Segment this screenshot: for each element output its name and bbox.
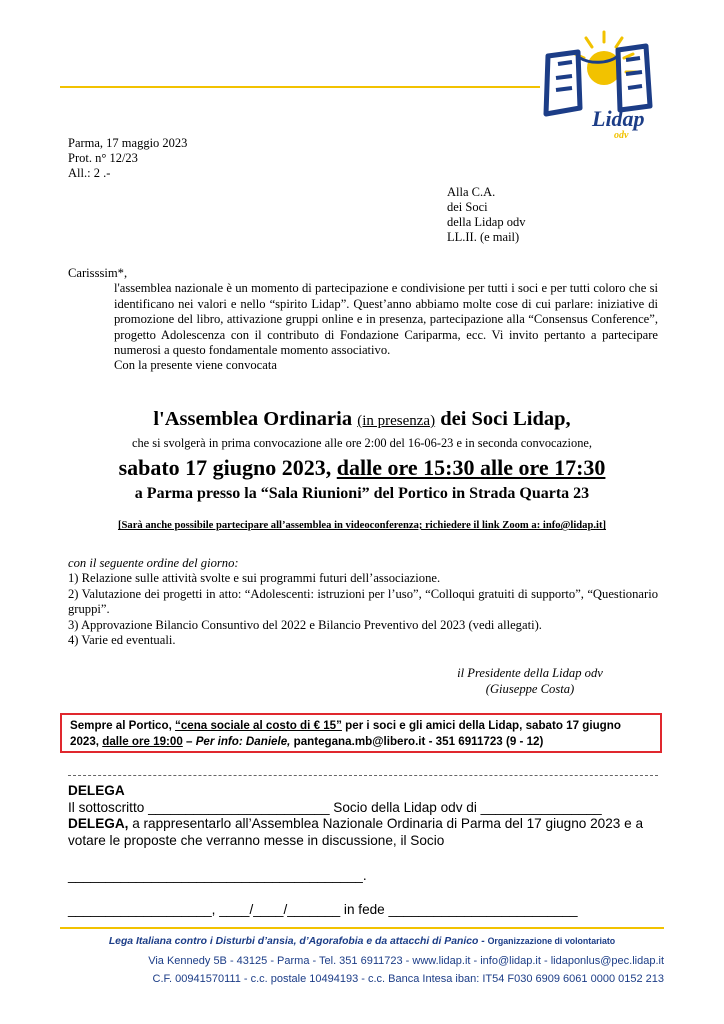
first-call-text: che si svolgerà in prima convocazione alle ore 2:00 del 16-06-23 e in seconda convocazione, (131, 436, 592, 450)
dinner-text: Sempre al Portico, (70, 719, 176, 732)
date-time: dalle ore 15:30 alle ore 17:30 (336, 455, 606, 480)
greeting: Carisssim*, (68, 266, 128, 280)
org-name: Lega Italiana contro i Disturbi d’ansia, d’Agorafobia e da attacchi di Panico - (108, 936, 488, 947)
dinner-text: per i soci e gli amici della Lidap, sabato 17 giugno 2023, (70, 719, 621, 748)
logo-subtext: odv (614, 130, 629, 140)
sun-book-logo-icon (538, 28, 656, 140)
addressee-line: Alla C.A. (447, 185, 496, 199)
letter-header (68, 136, 187, 181)
signature-name: (Giuseppe Costa) (485, 681, 575, 696)
proxy-form (68, 783, 668, 849)
footer-address: Via Kennedy 5B - 43125 - Parma - Tel. 351 6911723 - www.lidap.it - info@lidap.it - lidaponlus@pec.lidap.it (148, 955, 664, 967)
agenda (68, 556, 658, 648)
agenda-item: 3) Approvazione Bilancio Consuntivo del 2022 e Bilancio Preventivo del 2023 (vedi allegati). (68, 617, 542, 632)
dinner-price: “cena sociale al costo di € 15” (175, 719, 342, 732)
assembly-title (0, 408, 724, 431)
cut-line (68, 775, 658, 776)
signature-block (440, 666, 620, 697)
agenda-item: 4) Varie ed eventuali. (68, 633, 176, 648)
video-note-text: [Sarà anche possibile partecipare all’assemblea in videoconferenza; richiedere il link Zoom a: info@lidap.it] (117, 520, 607, 531)
title-part: l'Assemblea Ordinaria (153, 408, 358, 430)
header-rule (60, 86, 540, 88)
addressee-line: della Lidap odv (447, 215, 526, 229)
logo-text: Lidap (592, 106, 645, 131)
agenda-item: 2) Valutazione dei progetti in atto: “Adolescenti: istruzioni per l’uso”, “Colloqui gratuiti di supporto”, “Questionario gruppi”. (68, 586, 658, 617)
signature-role: il Presidente della Lidap odv (457, 666, 603, 680)
proxy-date-line: ___________________, ____/____/_______ in fede _________________________ (68, 902, 578, 917)
dinner-notice (60, 713, 662, 753)
dinner-info-label: Per info: Daniele, (195, 734, 291, 748)
org-type: Organizzazione di volontariato (487, 936, 616, 946)
assembly-date (0, 455, 724, 481)
dinner-text: – (182, 734, 196, 748)
body-paragraph: l'assemblea nazionale è un momento di partecipazione e condivisione per tutti i soci e per tutti coloro che si identificano nei valori e nello “spirito Lidap”. Quest’anno abbiamo molte cose di cui parlare: iniziative di promozione del libro, attivazione gruppi online e in presenza, partecipazione alla “Consensus Conference”, progetto Adolescenza con il contributo di Fondazione Cariparma, ecc. Vi invito pertanto a partecipare numerosi a questo fondamentale momento associativo. (114, 281, 658, 358)
dinner-time: dalle ore 19:00 (102, 734, 183, 748)
place-date: Parma, 17 maggio 2023 (68, 136, 188, 150)
protocol-number: Prot. n° 12/23 (68, 151, 138, 165)
agenda-item: 1) Relazione sulle attività svolte e sui programmi futuri dell’associazione. (68, 571, 441, 586)
title-mode: (in presenza) (357, 413, 436, 429)
assembly-place: a Parma presso la “Sala Riunioni” del Portico in Strada Quarta 23 (134, 485, 590, 502)
letter-body (68, 266, 658, 374)
convocation-line: Con la presente viene convocata (114, 358, 277, 373)
proxy-text: a rappresentarlo all’Assemblea Nazionale Ordinaria di Parma del 17 giugno 2023 e a votare le proposte che verranno messe in discussione, il Socio (68, 816, 644, 848)
addressee-line: dei Soci (447, 200, 488, 214)
date-text: sabato 17 giugno 2023, (118, 455, 337, 480)
title-part: dei Soci Lidap, (435, 408, 571, 430)
dinner-contact: pantegana.mb@libero.it - 351 6911723 (9 - 12) (290, 734, 544, 748)
addressee-line: LL.II. (e mail) (447, 230, 520, 244)
agenda-intro: con il seguente ordine del giorno: (68, 556, 239, 570)
addressee-block (447, 185, 525, 245)
video-note (0, 520, 724, 531)
lidap-logo (538, 28, 656, 140)
proxy-line: Il sottoscritto ________________________ Socio della Lidap odv di ________________ (68, 799, 602, 815)
proxy-member-line: _______________________________________. (68, 868, 367, 883)
footer-rule (60, 927, 664, 929)
proxy-heading: DELEGA (68, 783, 125, 798)
proxy-keyword: DELEGA, (68, 816, 129, 832)
footer-org (0, 936, 724, 947)
attachments: All.: 2 .- (68, 166, 111, 180)
footer-fiscal: C.F. 00941570111 - c.c. postale 10494193 - c.c. Banca Intesa iban: IT54 F030 6909 6061 0000 0152 213 (152, 973, 664, 985)
